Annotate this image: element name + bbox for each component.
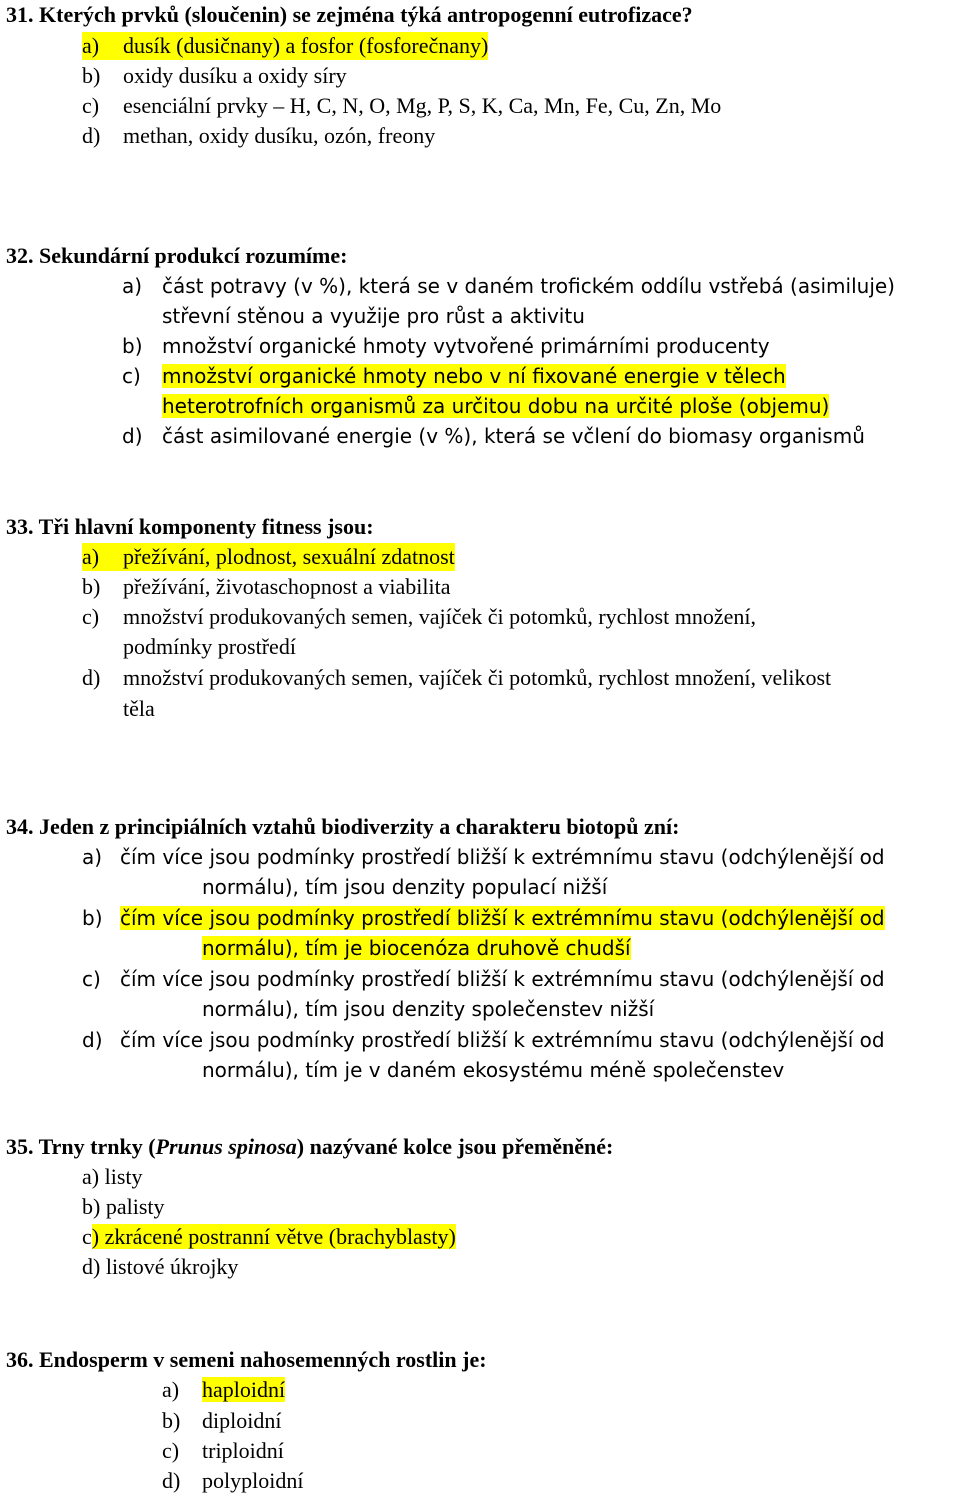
answer-text-highlighted: heterotrofních organismů za určitou dobu na určité ploše (objemu) — [162, 394, 830, 418]
question-31-answer-c — [82, 92, 721, 120]
answer-letter: a) — [162, 1377, 180, 1402]
question-33-answer-c — [82, 603, 756, 631]
question-31-answer-a — [82, 32, 488, 60]
question-33-answer-b — [82, 573, 450, 601]
answer-letter: c) — [82, 967, 101, 991]
latin-name: Prunus spinosa — [155, 1134, 297, 1159]
answer-text: čím více jsou podmínky prostředí bližší k extrémnímu stavu (odchýlenější od — [120, 1028, 885, 1052]
answer-text-highlighted: haploidní — [202, 1377, 286, 1402]
question-35-answer-b: b) palisty — [82, 1194, 165, 1219]
answer-text: esenciální prvky – H, C, N, O, Mg, P, S, K, Ca, Mn, Fe, Cu, Zn, Mo — [123, 93, 722, 118]
answer-letter: d) — [82, 123, 101, 148]
answer-letter: d) — [82, 1028, 103, 1052]
question-33-answer-c-cont: podmínky prostředí — [123, 634, 296, 659]
answer-letter: d) — [82, 665, 101, 690]
question-33-answer-a — [82, 543, 455, 571]
question-31-answer-d — [82, 122, 435, 150]
answer-text: čím více jsou podmínky prostředí bližší k extrémnímu stavu (odchýlenější od — [120, 845, 885, 869]
answer-text-highlighted: množství organické hmoty nebo v ní fixované energie v tělech — [162, 364, 786, 388]
question-34-answer-d-cont: normálu), tím je v daném ekosystému méně společenstev — [202, 1058, 785, 1082]
answer-text: dusík (dusičnany) a fosfor (fosforečnany) — [123, 33, 489, 58]
answer-letter: a) — [82, 33, 100, 58]
question-34-answer-b-cont — [202, 934, 631, 962]
answer-letter: b) — [82, 906, 103, 930]
answer-letter: b) — [82, 63, 101, 88]
answer-text: přežívání, plodnost, sexuální zdatnost — [123, 544, 455, 569]
answer-text: množství organické hmoty vytvořené primárními producenty — [162, 334, 770, 358]
question-32-answer-a-cont: střevní stěnou a využije pro růst a aktivitu — [162, 304, 585, 328]
question-32-answer-c — [122, 362, 786, 390]
answer-text: methan, oxidy dusíku, ozón, freony — [123, 123, 436, 148]
answer-text: část potravy (v %), která se v daném trofickém oddílu vstřebá (asimiluje) — [162, 274, 895, 298]
answer-letter: a) — [122, 274, 143, 298]
question-36-answer-b — [162, 1407, 281, 1435]
answer-letter: d) — [162, 1468, 181, 1493]
question-33-answer-d-cont: těla — [123, 696, 155, 721]
question-32-answer-a — [122, 272, 895, 300]
answer-text: část asimilované energie (v %), která se včlení do biomasy organismů — [162, 424, 865, 448]
answer-text: diploidní — [202, 1408, 282, 1433]
question-36-answer-d — [162, 1467, 303, 1495]
answer-letter: c) — [82, 93, 100, 118]
question-34-title: 34. Jeden z principiálních vztahů biodiverzity a charakteru biotopů zní: — [6, 814, 680, 839]
question-35-answer-d: d) listové úkrojky — [82, 1254, 239, 1279]
question-36-answer-a — [162, 1376, 285, 1404]
question-32-answer-c-cont — [162, 392, 829, 420]
question-36-answer-c — [162, 1437, 284, 1465]
answer-text: množství produkovaných semen, vajíček či potomků, rychlost množení, — [123, 604, 756, 629]
question-31-title: 31. Kterých prvků (sloučenin) se zejména týká antropogenní eutrofizace? — [6, 2, 693, 27]
answer-letter: c — [82, 1224, 92, 1249]
question-34-answer-d — [82, 1026, 885, 1054]
answer-letter: b) — [162, 1408, 181, 1433]
question-31-answer-b — [82, 62, 347, 90]
question-35-answer-a: a) listy — [82, 1164, 143, 1189]
question-32-answer-b — [122, 332, 770, 360]
question-32-title: 32. Sekundární produkcí rozumíme: — [6, 243, 348, 268]
answer-letter: c) — [122, 364, 141, 388]
question-35-title — [6, 1133, 613, 1161]
answer-letter: c) — [82, 604, 100, 629]
answer-text: triploidní — [202, 1438, 284, 1463]
question-34-answer-c — [82, 965, 885, 993]
question-34-answer-c-cont: normálu), tím jsou denzity společenstev nižší — [202, 997, 655, 1021]
title-part: ) nazývané kolce jsou přeměněné: — [296, 1134, 614, 1159]
question-32-answer-d — [122, 422, 865, 450]
answer-text: oxidy dusíku a oxidy síry — [123, 63, 347, 88]
question-36-title: 36. Endosperm v semeni nahosemenných rostlin je: — [6, 1347, 487, 1372]
answer-letter: d) — [122, 424, 143, 448]
answer-text-highlighted: čím více jsou podmínky prostředí bližší k extrémnímu stavu (odchýlenější od — [120, 906, 885, 930]
answer-letter: b) — [122, 334, 143, 358]
question-34-answer-a-cont: normálu), tím jsou denzity populací nižší — [202, 875, 608, 899]
answer-text: množství produkovaných semen, vajíček či potomků, rychlost množení, velikost — [123, 665, 832, 690]
question-33-title: 33. Tři hlavní komponenty fitness jsou: — [6, 514, 374, 539]
answer-text-highlighted: normálu), tím je biocenóza druhově chudší — [202, 936, 631, 960]
answer-letter: a) — [82, 845, 103, 869]
answer-letter: b) — [82, 574, 101, 599]
question-34-answer-a — [82, 843, 885, 871]
question-35-answer-c — [82, 1223, 456, 1251]
question-33-answer-d — [82, 664, 831, 692]
question-34-answer-b — [82, 904, 885, 932]
answer-letter: c) — [162, 1438, 180, 1463]
answer-text: přežívání, životaschopnost a viabilita — [123, 574, 451, 599]
answer-letter: a) — [82, 544, 100, 569]
answer-text: polyploidní — [202, 1468, 304, 1493]
answer-text-highlighted: ) zkrácené postranní větve (brachyblasty) — [91, 1224, 456, 1249]
title-part: 35. Trny trnky ( — [6, 1134, 156, 1159]
answer-text: čím více jsou podmínky prostředí bližší k extrémnímu stavu (odchýlenější od — [120, 967, 885, 991]
